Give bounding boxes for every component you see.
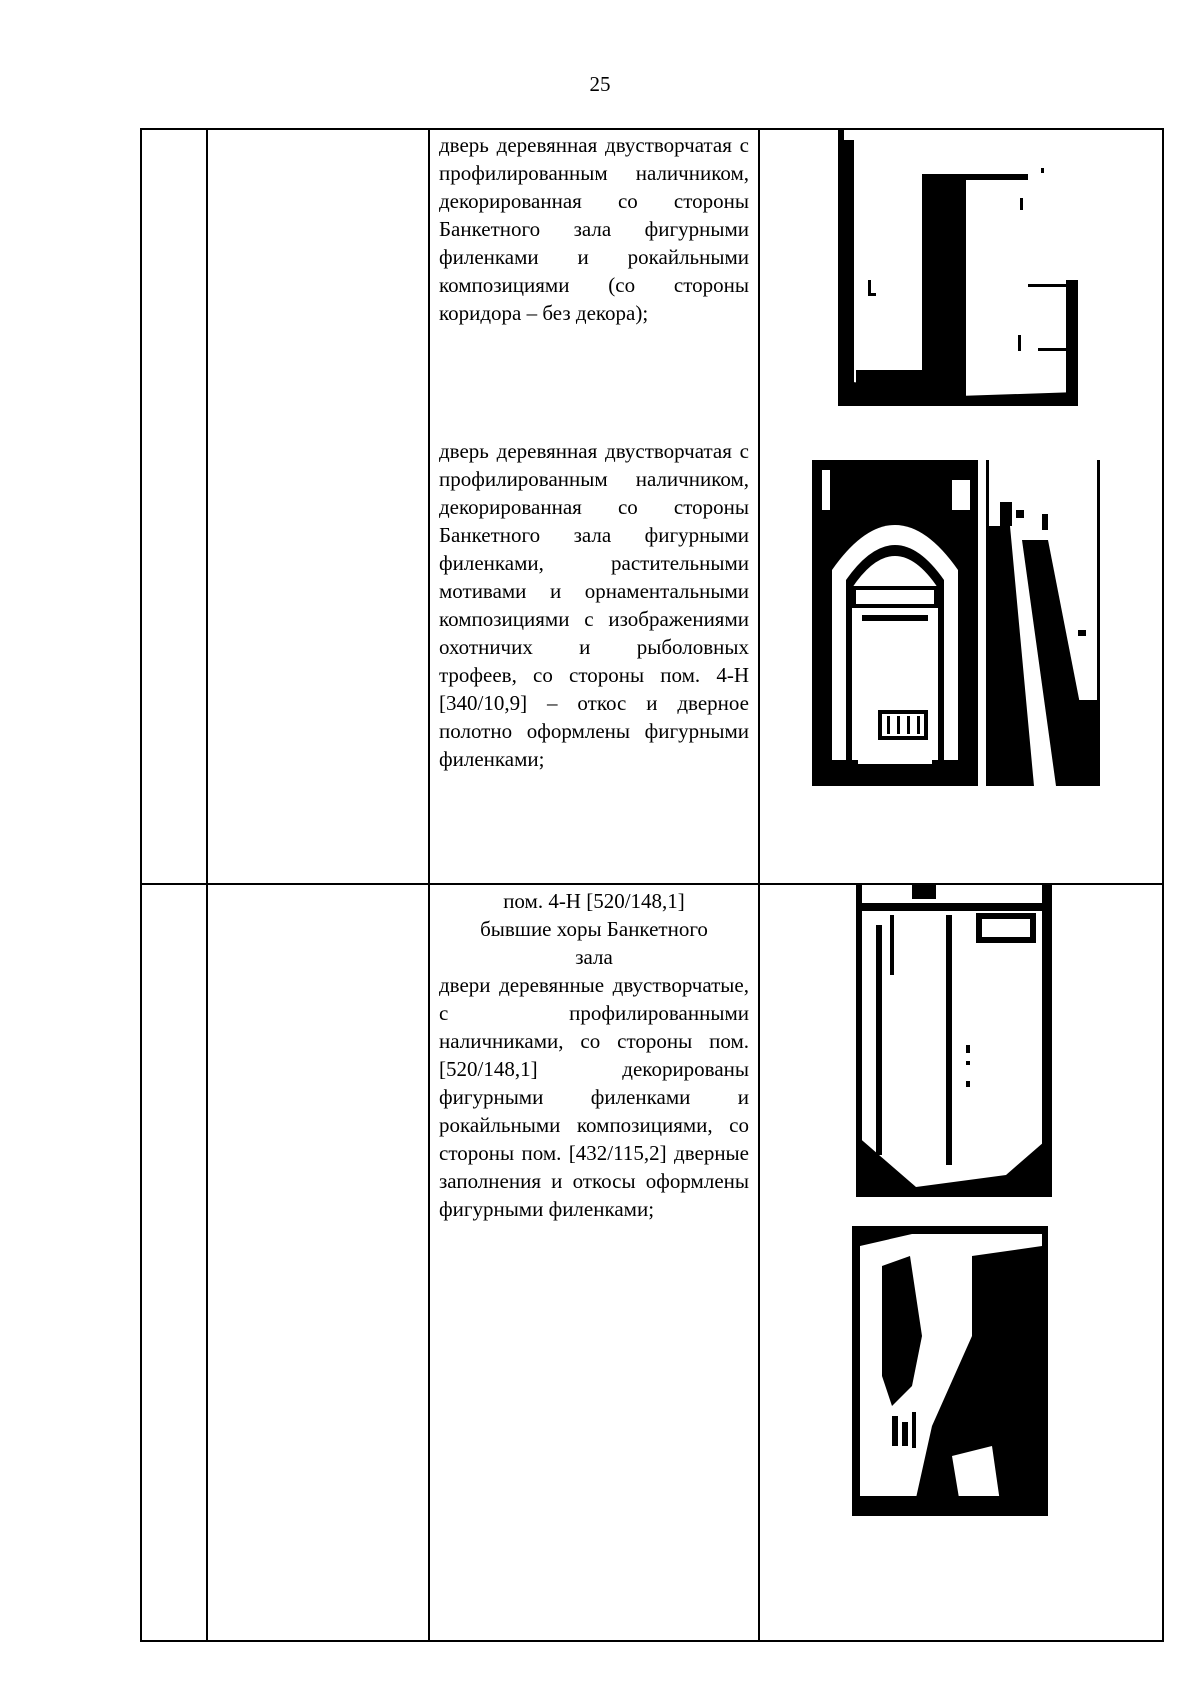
page-number: 25 bbox=[589, 72, 611, 96]
column-border-3 bbox=[428, 128, 430, 1642]
room-heading-line: пом. 4-Н [520/148,1] bbox=[503, 889, 685, 913]
column-border-5 bbox=[1162, 128, 1164, 1642]
door-photo bbox=[986, 460, 1100, 786]
column-border-4 bbox=[758, 128, 760, 1642]
column-border-1 bbox=[140, 128, 142, 1642]
door-description: двери деревянные двустворчатые, с профилированными наличниками, со стороны пом. [520/148,1] декорированы фигурными филенками и рокайльными композициями, со стороны пом. [432/115,2] дверные заполнения и откосы оформлены фигурными филенками; bbox=[439, 973, 749, 1221]
room-heading-line: зала bbox=[575, 945, 613, 969]
door-photo bbox=[856, 885, 1052, 1197]
door-photo bbox=[852, 1226, 1048, 1516]
room-block bbox=[439, 887, 749, 1223]
door-photo bbox=[812, 460, 978, 786]
door-description: дверь деревянная двустворчатая с профилированным наличником, декорированная со стороны Банкетного зала фигурными филенками, растительными мотивами и орнаментальными композициями с изображениями охотничих и рыболовных трофеев, со стороны пом. 4-Н [340/10,9] – откос и дверное полотно оформлены фигурными филенками; bbox=[439, 439, 749, 771]
door-description: дверь деревянная двустворчатая с профилированным наличником, декорированная со стороны Банкетного зала фигурными филенками и рокайльными композициями (со стороны коридора – без декора); bbox=[439, 133, 749, 325]
table-bottom-border bbox=[140, 1640, 1164, 1642]
door-photo bbox=[838, 130, 1078, 406]
column-border-2 bbox=[206, 128, 208, 1642]
room-heading-line: бывшие хоры Банкетного bbox=[480, 917, 708, 941]
